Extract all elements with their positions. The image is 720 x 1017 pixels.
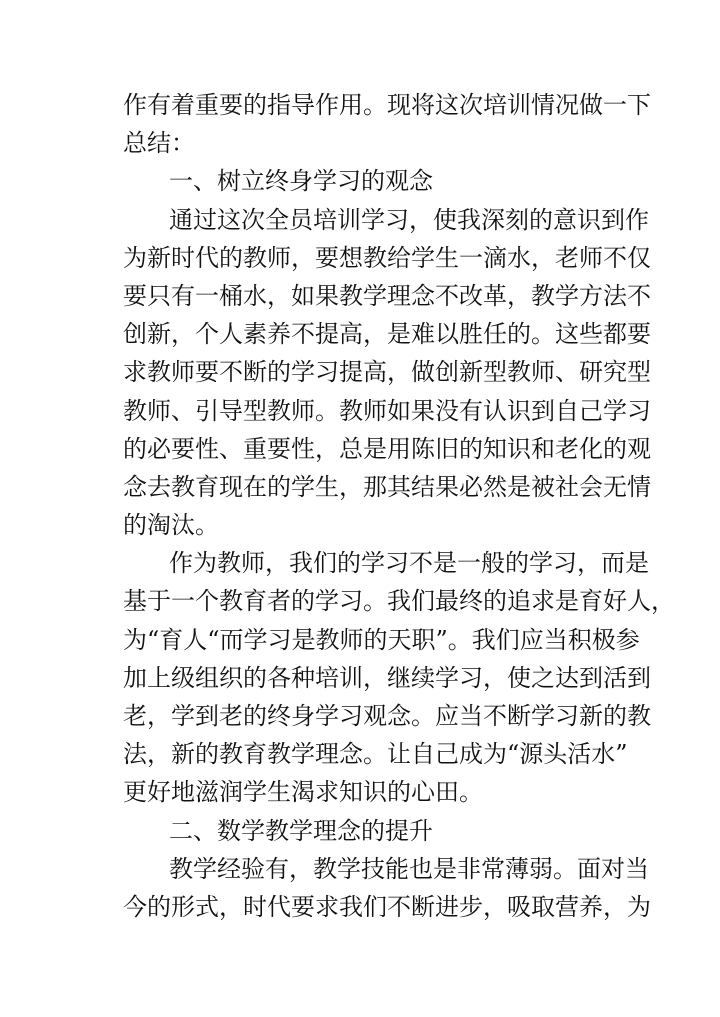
text-line: 法，新的教育教学理念。让自己成为“源头活水” (123, 740, 628, 769)
text-line: 今的形式，时代要求我们不断进步，吸取营养，为 (123, 892, 651, 921)
text-line: 为新时代的教师，要想教给学生一滴水，老师不仅 (123, 243, 651, 272)
text-line: 为“育人“而学习是教师的天职”。我们应当积极参 (123, 625, 640, 654)
text-line: 的淘汰。 (123, 511, 219, 540)
text-line: 的必要性、重要性，总是用陈旧的知识和老化的观 (123, 434, 651, 463)
text-line: 教师、引导型教师。教师如果没有认识到自己学习 (123, 396, 651, 425)
text-line: 总结： (123, 129, 195, 158)
text-line: 作有着重要的指导作用。现将这次培训情况做一下 (123, 91, 651, 119)
section-heading: 二、数学教学理念的提升 (169, 816, 433, 845)
text-line: 教学经验有，教学技能也是非常薄弱。面对当 (169, 854, 649, 883)
text-line: 求教师要不断的学习提高，做创新型教师、研究型 (123, 358, 651, 387)
text-line: 念去教育现在的学生，那其结果必然是被社会无情 (123, 472, 651, 501)
text-line: 基于一个教育者的学习。我们最终的追求是育好人， (123, 587, 675, 616)
section-heading: 一、树立终身学习的观念 (169, 167, 433, 196)
text-line: 老，学到老的终身学习观念。应当不断学习新的教 (123, 702, 651, 730)
document-body (123, 86, 675, 926)
text-line: 通过这次全员培训学习，使我深刻的意识到作 (169, 205, 649, 234)
text-line: 更好地滋润学生渴求知识的心田。 (123, 778, 483, 807)
text-line: 要只有一桶水，如果教学理念不改革，教学方法不 (123, 281, 651, 310)
text-line: 创新，个人素养不提高，是难以胜任的。这些都要 (123, 320, 651, 349)
text-line: 加上级组织的各种培训，继续学习，使之达到活到 (123, 663, 651, 692)
text-line: 作为教师，我们的学习不是一般的学习，而是 (169, 549, 649, 578)
